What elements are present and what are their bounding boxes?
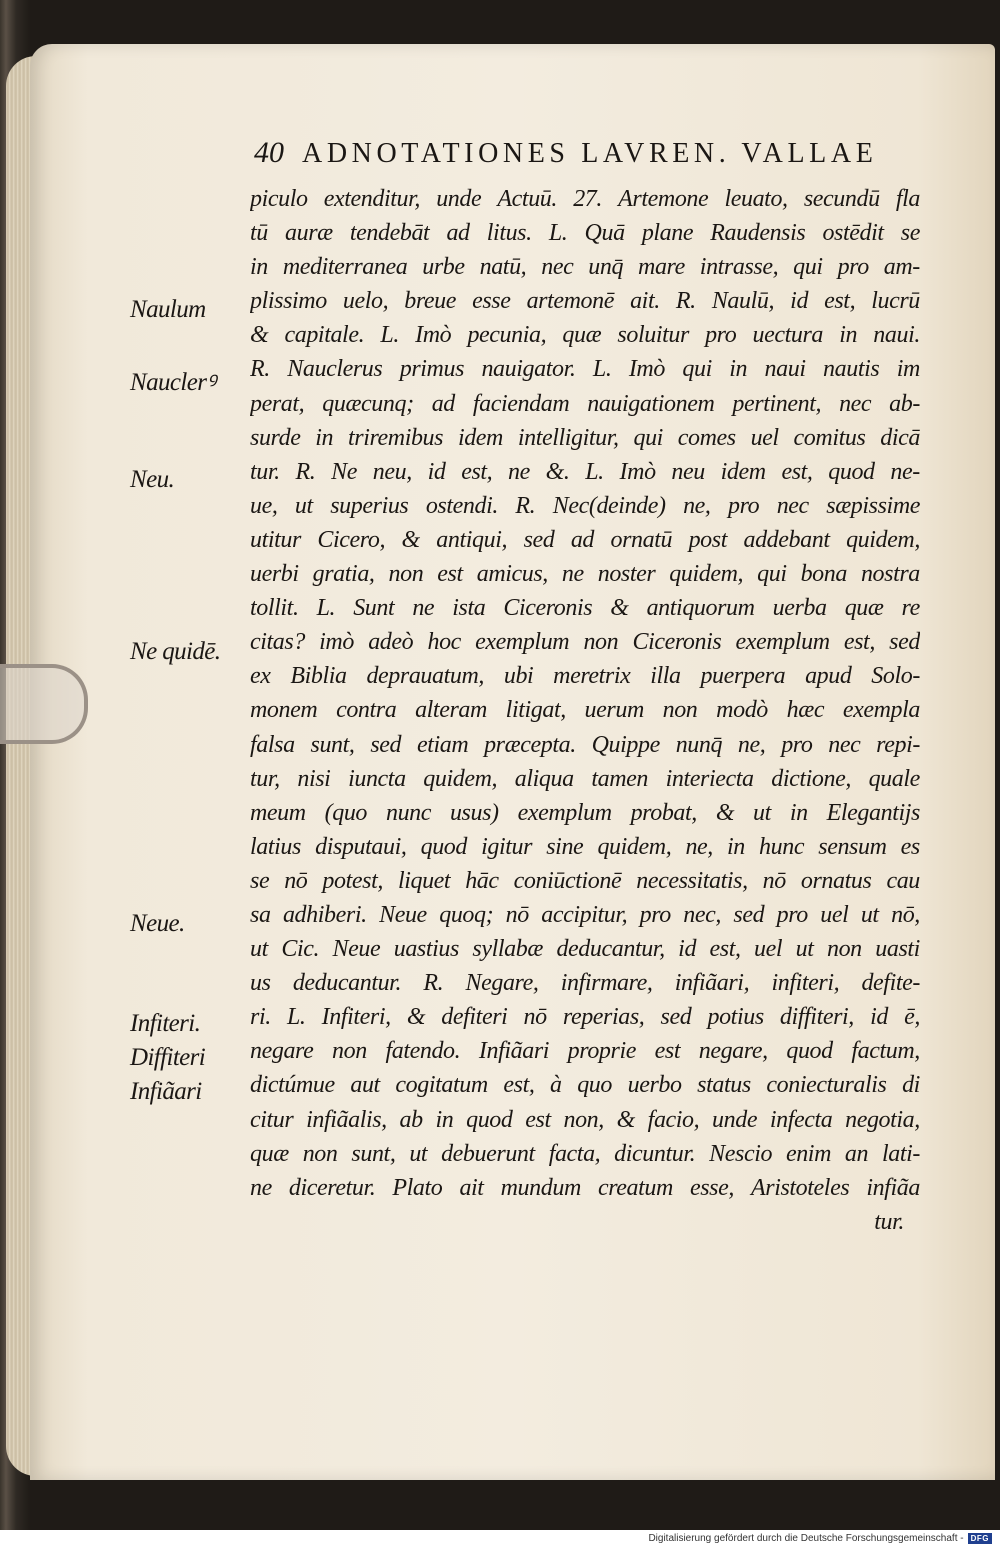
margin-note-naulum: Naulum [130, 296, 206, 323]
page-clip [0, 664, 88, 744]
margin-note-nauclerus: Nauclerꝰ [130, 369, 216, 396]
text-line: ue, ut superius ostendi. R. Nec(deinde) ne, pro nec sæpissime [250, 492, 920, 519]
text-line: dictúmue aut cogitatum est, à quo uerbo status coniecturalis di [250, 1072, 920, 1099]
text-line: se nō potest, liquet hāc coniūctionē necessitatis, nō ornatus cau [250, 867, 920, 894]
text-line: tollit. L. Sunt ne ista Ciceronis & antiquorum uerba quæ re [250, 595, 920, 622]
margin-note-ne-quidem: Ne quidē. [130, 638, 221, 665]
text-line: ex Biblia deprauatum, ubi meretrix illa puerpera apud Solo- [250, 663, 920, 690]
text-line: falsa sunt, sed etiam præcepta. Quippe nunq̄ ne, pro nec repi- [250, 731, 920, 758]
text-line: ut Cic. Neue uastius syllabæ deducantur, id est, uel ut non uasti [250, 936, 920, 963]
text-line: in mediterranea urbe natū, nec unq̄ mare intrasse, qui pro am- [250, 254, 920, 281]
body-text [250, 182, 920, 1239]
text-line: tū auræ tendebāt ad litus. L. Quā plane Raudensis ostēdit se [250, 220, 920, 247]
text-line: utitur Cicero, & antiqui, sed ad ornatū post addebant quidem, [250, 526, 920, 553]
text-line: uerbi gratia, non est amicus, ne noster quidem, qui bona nostra [250, 561, 920, 588]
text-line: latius disputaui, quod igitur sine quidem, ne, in hunc sensum es [250, 833, 920, 860]
footer-credit: Digitalisierung gefördert durch die Deutsche Forschungsgemeinschaft - [648, 1532, 964, 1544]
text-line: us deducantur. R. Negare, infirmare, infiãari, infiteri, defite- [250, 970, 920, 997]
text-line: piculo extenditur, unde Actuū. 27. Artemone leuato, secundū fla [250, 186, 920, 212]
running-head: ADNOTATIONES LAVREN. VALLAE [302, 138, 878, 169]
dfg-logo: DFG [968, 1533, 992, 1544]
text-line: meum (quo nunc usus) exemplum probat, & ut in Elegantijs [250, 799, 920, 826]
text-line: perat, quæcunq; ad faciendam nauigationem pertinent, nec ab- [250, 390, 920, 417]
text-line: plissimo uelo, breue esse artemonē ait. R. Naulū, id est, lucrū [250, 288, 920, 315]
margin-note-neue: Neue. [130, 910, 185, 937]
text-line: sa adhiberi. Neue quoq; nō accipitur, pro nec, sed pro uel ut nō, [250, 901, 920, 928]
folio-number: 40 [254, 136, 284, 169]
text-line: ri. L. Infiteri, & defiteri nō reperias, sed potius diffiteri, id ē, [250, 1004, 920, 1031]
text-line: tur. [874, 1208, 904, 1235]
text-line: monem contra alteram litigat, uerum non modò hæc exempla [250, 697, 920, 724]
text-line: negare non fatendo. Infiãari proprie est negare, quod factum, [250, 1038, 920, 1065]
margin-note-diffiteri: Diffiteri [130, 1044, 206, 1071]
text-line: tur. R. Ne neu, id est, ne &. L. Imò neu idem est, quod ne- [250, 458, 920, 485]
text-line: surde in triremibus idem intelligitur, qui comes uel comitus dicā [250, 424, 920, 451]
margin-note-neu: Neu. [130, 466, 175, 493]
footer-bar [0, 1530, 1000, 1546]
text-line: tur, nisi iuncta quidem, aliqua tamen interiecta dictione, quale [250, 765, 920, 792]
text-line: ne diceretur. Plato ait mundum creatum esse, Aristoteles infiãa [250, 1174, 920, 1201]
text-line: & capitale. L. Imò pecunia, quæ soluitur pro uectura in naui. [250, 322, 920, 349]
text-line: citas? imò adeò hoc exemplum non Ciceronis exemplum est, sed [250, 629, 920, 656]
text-line: R. Nauclerus primus nauigator. L. Imò qui in naui nautis im [250, 356, 920, 383]
margin-note-infiaari: Infiãari [130, 1078, 202, 1105]
text-line: quæ non sunt, ut debuerunt facta, dicuntur. Nescio enim an lati- [250, 1140, 920, 1167]
margin-note-infiteri: Infiteri. [130, 1010, 201, 1037]
page-header [254, 136, 924, 180]
text-line: citur infiãalis, ab in quod est non, & facio, unde infecta negotia, [250, 1106, 920, 1133]
